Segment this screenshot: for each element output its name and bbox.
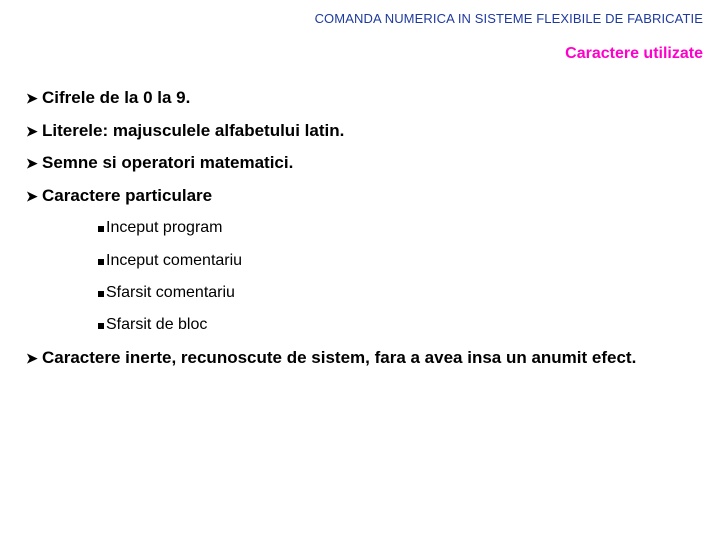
bullet-item [26, 348, 636, 368]
sub-bullet-item [98, 219, 223, 237]
arrowhead-bullet-icon: ➤ [26, 90, 38, 106]
arrowhead-bullet-icon: ➤ [26, 188, 38, 204]
bullet-text: Cifrele de la 0 la 9. [42, 88, 191, 107]
arrowhead-bullet-icon: ➤ [26, 155, 38, 171]
sub-bullet-text: Inceput comentariu [106, 252, 243, 269]
section-title: Caractere utilizate [565, 45, 703, 62]
bullet-item [26, 121, 344, 141]
bullet-text: Caractere inerte, recunoscute de sistem, fara a avea insa un anumit efect. [42, 348, 637, 367]
arrowhead-bullet-icon: ➤ [26, 123, 38, 139]
header-title: COMANDA NUMERICA IN SISTEME FLEXIBILE DE FABRICATIE [314, 11, 703, 26]
square-bullet-icon [98, 226, 104, 232]
sub-bullet-item [98, 252, 242, 270]
bullet-text: Semne si operatori matematici. [42, 153, 294, 172]
sub-bullet-text: Sfarsit de bloc [106, 316, 208, 333]
sub-bullet-text: Sfarsit comentariu [106, 284, 235, 301]
square-bullet-icon [98, 291, 104, 297]
bullet-item [26, 186, 212, 206]
bullet-item [26, 88, 190, 108]
bullet-item [26, 153, 293, 173]
sub-bullet-item [98, 284, 235, 302]
sub-bullet-item [98, 316, 207, 334]
sub-bullet-text: Inceput program [106, 219, 223, 236]
arrowhead-bullet-icon: ➤ [26, 350, 38, 366]
bullet-text: Literele: majusculele alfabetului latin. [42, 121, 345, 140]
bullet-text: Caractere particulare [42, 186, 213, 205]
square-bullet-icon [98, 323, 104, 329]
square-bullet-icon [98, 259, 104, 265]
